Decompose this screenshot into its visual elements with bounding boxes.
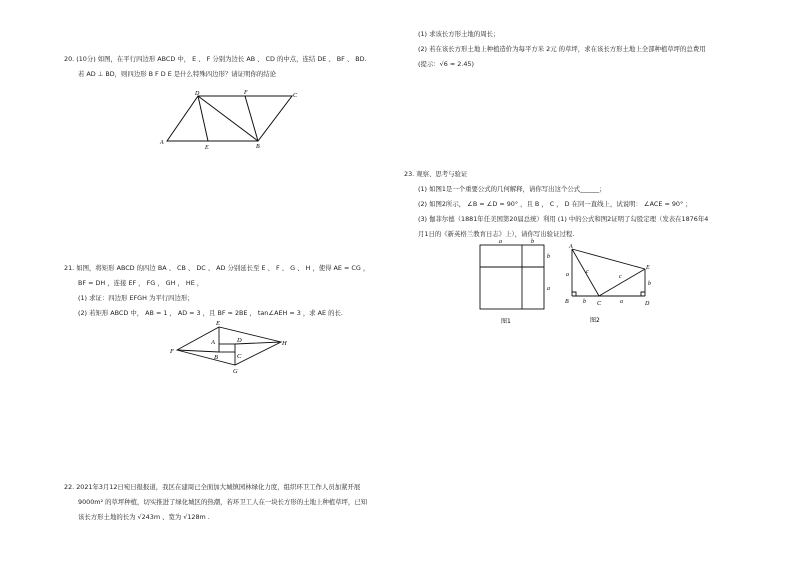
label-side-b-bottom: b bbox=[583, 299, 586, 305]
rectangle-abcd bbox=[219, 344, 235, 352]
question-23-line-2: (1) 如图1是一个重要公式的几何解释，请你写出这个公式______； bbox=[418, 185, 606, 193]
quadrilateral-efgh bbox=[177, 327, 281, 365]
label-h: H bbox=[282, 340, 287, 347]
figure-1-caption: 图1 bbox=[501, 318, 511, 325]
question-23-line-4: (3) 伽菲尔德（1881年任美国第20届总统）利用 (1) 中的公式和图2证明了勾股定理（发表在1876年4 bbox=[418, 215, 709, 223]
question-21-line-4: (2) 若矩形 ABCD 中， AB = 1 ， AD = 3 ，且 BF = 2BE ， tan∠AEH = 3 ，求 AE 的长. bbox=[78, 309, 343, 317]
label-right-b: b bbox=[547, 254, 550, 260]
label-a: A bbox=[569, 244, 573, 250]
label-f: F bbox=[170, 348, 174, 355]
question-21-line-1: 21. 如图，将矩形 ABCD 的四边 BA 、 CB 、 DC 、 AD 分别延长至 E 、 F 、 G 、 H ，使得 AE = CG ， bbox=[64, 264, 370, 272]
label-side-c-ac: c bbox=[586, 269, 589, 275]
question-22-line-2: 9000m² 的草坪种植，切实推进了绿化城区的热潮，若环卫工人在一块长方形的土地上种植草坪，已知 bbox=[78, 498, 368, 506]
question-22-part-1: (1) 求该长方形土地的周长； bbox=[418, 30, 500, 38]
label-a: A bbox=[211, 339, 215, 346]
segment-ce bbox=[599, 269, 645, 296]
question-22 bbox=[64, 480, 367, 525]
label-side-c-ce: c bbox=[619, 274, 622, 280]
label-top-b: b bbox=[531, 239, 534, 245]
label-c: C bbox=[237, 353, 242, 360]
question-22-part-2: (2) 若在该长方形土地上种植造价为每平方米 2元 的草坪，求在该长方形土地上全部种植草坪的总费用 bbox=[418, 45, 706, 53]
label-side-a-bottom: a bbox=[620, 299, 623, 305]
label-g: G bbox=[233, 368, 238, 374]
right-angle-d bbox=[641, 292, 645, 296]
question-20-line-1: 20. (10分) 如图，在平行四边形 ABCD 中， E 、 F 分别为边长 AB 、 CD 的中点，连结 DE 、 BF 、 BD. bbox=[64, 55, 367, 63]
label-b: B bbox=[256, 144, 260, 150]
question-22-line-3: 该长方形土地的长为 √243m 、宽为 √128m . bbox=[78, 513, 210, 521]
outer-square bbox=[480, 245, 544, 309]
label-d: D bbox=[237, 337, 242, 344]
label-a: A bbox=[160, 140, 164, 146]
segment-ae bbox=[572, 249, 645, 269]
question-21-line-3: (1) 求证：四边形 EFGH 为平行四边形； bbox=[78, 294, 194, 302]
label-d: D bbox=[195, 91, 200, 97]
label-c: C bbox=[597, 301, 602, 307]
label-d: D bbox=[645, 301, 650, 307]
question-23-line-5: 月1日的《新英格兰教育日志》上），请你写出验证过程. bbox=[418, 230, 575, 238]
question-23 bbox=[404, 167, 708, 242]
question-22-line-1: 22. 2021年3月12日宛日报报道，我区在建周已全面加大城镇园林绿化力度，组织环卫工作人员加紧开展 bbox=[64, 483, 361, 491]
question-20 bbox=[64, 52, 367, 82]
right-angle-b bbox=[572, 292, 576, 296]
question-23-line-1: 23. 观察、思考与验证 bbox=[404, 170, 468, 178]
label-b: B bbox=[214, 354, 218, 361]
label-e: E bbox=[216, 320, 220, 327]
label-f: F bbox=[244, 90, 248, 96]
label-top-a: a bbox=[499, 239, 502, 245]
figure-rhombus-efgh bbox=[168, 318, 298, 374]
label-side-a-left: a bbox=[566, 272, 569, 278]
figure-2-trapezoid bbox=[562, 240, 658, 324]
segment-bf bbox=[245, 96, 258, 141]
segment-dh bbox=[235, 342, 281, 344]
question-22-hint: (提示：√6 ≈ 2.45) bbox=[418, 60, 474, 68]
question-22-continued bbox=[418, 27, 706, 72]
figure-parallelogram bbox=[158, 90, 308, 152]
label-c: C bbox=[293, 93, 298, 99]
label-e: E bbox=[205, 145, 209, 151]
question-23-line-3: (2) 如图2所示， ∠B = ∠D = 90° ，且 B ， C ， D 在同一直线上，试说明： ∠ACE = 90° ； bbox=[418, 200, 692, 208]
question-21-line-2: BF = DH ，连接 EF ， FG ， GH ， HE ， bbox=[78, 279, 204, 287]
label-right-a: a bbox=[547, 286, 550, 292]
label-b: B bbox=[565, 299, 569, 305]
question-21 bbox=[64, 261, 369, 321]
label-side-b-right: b bbox=[648, 281, 651, 287]
figure-1-square bbox=[476, 238, 556, 326]
figure-2-caption: 图2 bbox=[590, 317, 600, 324]
question-20-line-2: 若 AD ⊥ BD，则四边形 B F D E 是什么特殊四边形？请证明你的结论 bbox=[78, 70, 277, 78]
label-e: E bbox=[646, 265, 650, 271]
parallelogram-abcd bbox=[167, 96, 292, 141]
